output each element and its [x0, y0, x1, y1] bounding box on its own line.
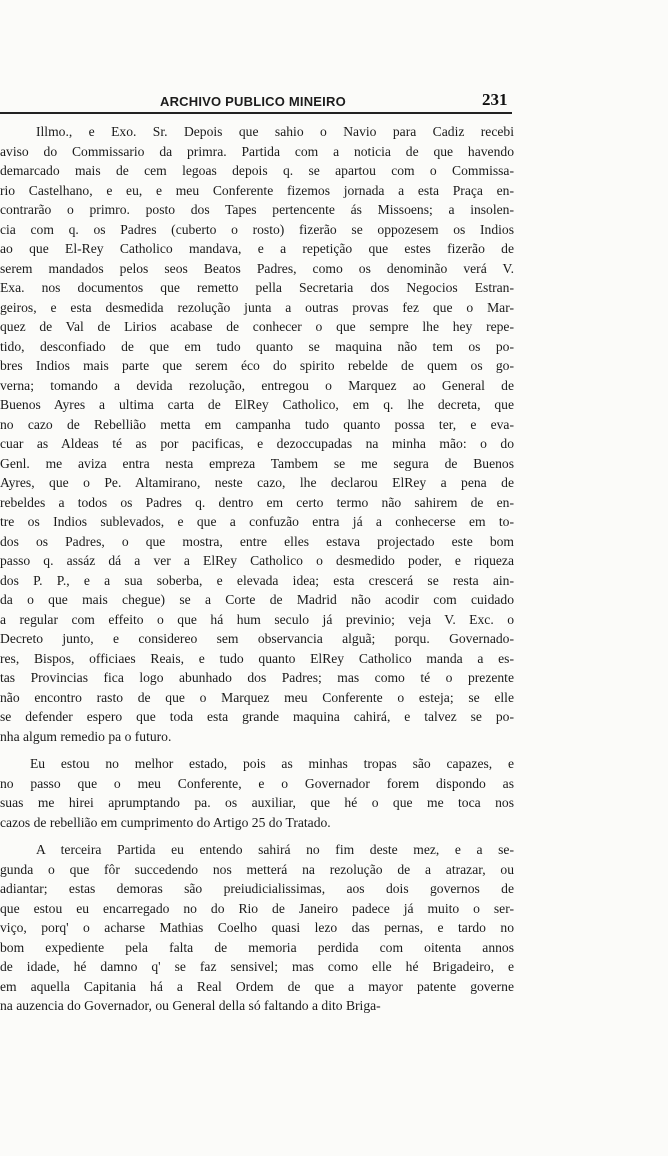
text-line: quez de Val de Lirios acabase de conhecer o que sempre lhe hey repe-: [0, 319, 514, 334]
text-line: geiros, e esta desmedida rezolução junta a outras provas fez que o Mar-: [0, 299, 514, 315]
running-header: [0, 90, 512, 114]
text-line: serem mandados pelos seos Beatos Padres, como os denominão verá V.: [0, 260, 514, 276]
text-line: aviso do Commissario da primra. Partida com a noticia de que havendo: [0, 143, 514, 159]
text-line: cazos de rebellião em cumprimento do Artigo 25 do Tratado.: [0, 814, 331, 830]
text-line: Eu estou no melhor estado, pois as minhas tropas são capazes, e: [30, 756, 514, 771]
text-line: Buenos Ayres a ultima carta de ElRey Catholico, em q. lhe decreta, que: [0, 397, 514, 412]
text-line: Exa. nos documentos que remetto pella Secretaria dos Negocios Estran-: [0, 280, 514, 295]
text-line: gunda o que fôr succedendo nos metterá na rezolução de a atrazar, ou: [0, 861, 514, 877]
text-line: contrarão o primro. posto dos Tapes pertencente ás Missoens; a insolen-: [0, 202, 514, 217]
text-line: no cazo de Rebellião metta em campanha tudo quanto possa ter, e eva-: [0, 416, 514, 432]
text-line: Genl. me aviza entra nesta empreza Tambem se me segura de Buenos: [0, 455, 514, 471]
text-line: se defender espero que toda esta grande maquina cahirá, e talvez se po-: [0, 709, 514, 724]
paragraph-gap: [0, 746, 514, 754]
text-line: a regular com effeito o que há hum seculo já previnio; veja V. Exc. o: [0, 611, 514, 627]
text-line: adiantar; estas demoras são preiudicialissimas, aos dois governos de: [0, 881, 514, 896]
text-line: rio Castelhano, e eu, e meu Conferente fizemos jornada a esta Praça en-: [0, 182, 514, 198]
text-line: dos os Padres, o que mostra, entre elles estava projectado este bom: [0, 533, 514, 549]
page-number: 231: [482, 90, 508, 109]
text-line: nha algum remedio pa o futuro.: [0, 728, 172, 744]
text-line: em aquella Capitania há a Real Ordem de que a mayor patente governe: [0, 978, 514, 994]
text-line: rebeldes a todos os Padres q. dentro em certo termo não sahirem de en-: [0, 494, 514, 510]
text-line: Decreto junto, e considereo sem observancia alguã; porqu. Governado-: [0, 631, 514, 646]
paragraph: [0, 840, 514, 1016]
text-line: Illmo., e Exo. Sr. Depois que sahio o Navio para Cadiz recebi: [36, 124, 514, 139]
text-line: bres Indios mais parte que serem éco do spirito rebelde de quem os go-: [0, 358, 514, 373]
paragraph-gap: [0, 832, 514, 840]
text-line: Ayres, que o Pe. Altamirano, neste cazo, lhe declarou ElRey a pena de: [0, 475, 514, 490]
header-title: ARCHIVO PUBLICO MINEIRO: [160, 94, 346, 109]
text-line: suas me hirei aprumptando pa. os auxiliar, que hé o que me toca nos: [0, 795, 514, 810]
text-line: res, Bispos, officiaes Reais, e tudo quanto ElRey Catholico manda a es-: [0, 650, 514, 666]
text-line: verna; tomando a devida rezolução, entregou o Marquez ao General de: [0, 377, 514, 393]
text-line: dos P. P., e a sua soberba, e elevada idea; esta crescerá se resta ain-: [0, 572, 514, 588]
text-line: que estou eu encarregado no do Rio de Janeiro padece já muito o ser-: [0, 900, 514, 916]
text-line: tre os Indios sublevados, e que a confuzão entra já a conhecerse em to-: [0, 514, 514, 529]
text-line: passo q. assáz dá a ver a ElRey Catholico o desmedido poder, e riqueza: [0, 553, 514, 568]
text-line: bom expediente pela falta de memoria perdida com oitenta annos: [0, 939, 514, 955]
text-line: tido, desconfiado de que em tudo quanto se maquina não tem os po-: [0, 338, 514, 354]
text-line: cia com q. os Padres (cuberto o rosto) fizerão se oppozesem os Indios: [0, 221, 514, 237]
text-line: A terceira Partida eu entendo sahirá no fim deste mez, e a se-: [36, 842, 514, 857]
text-line: no passo que o meu Conferente, e o Governador forem dispondo as: [0, 775, 514, 791]
paragraph: [0, 754, 514, 832]
text-line: de idade, hé damno q' se faz sensivel; mas como elle hé Brigadeiro, e: [0, 959, 514, 974]
text-line: tas Provincias fica logo abunhado dos Padres; mas como té o prezente: [0, 670, 514, 685]
text-line: cuar as Aldeas té as por pacificas, e dezoccupadas na minha mão: o do: [0, 436, 514, 451]
text-line: na auzencia do Governador, ou General della só faltando a dito Briga-: [0, 998, 381, 1013]
text-line: viço, porq' o acharse Mathias Coelho quasi lezo das pernas, e tardo no: [0, 920, 514, 935]
text-line: ao que El-Rey Catholico mandava, e a repetição que estes fizerão de: [0, 241, 514, 256]
paragraph: [0, 122, 514, 746]
text-line: não encontro rasto de que o Marquez meu Conferente o esteja; se elle: [0, 689, 514, 705]
text-line: demarcado mais de cem legoas depois q. se apartou com o Commissa-: [0, 163, 514, 178]
body-text: [0, 122, 514, 1016]
text-line: da o que mais chegue) se a Corte de Madrid não acodir com cuidado: [0, 592, 514, 607]
